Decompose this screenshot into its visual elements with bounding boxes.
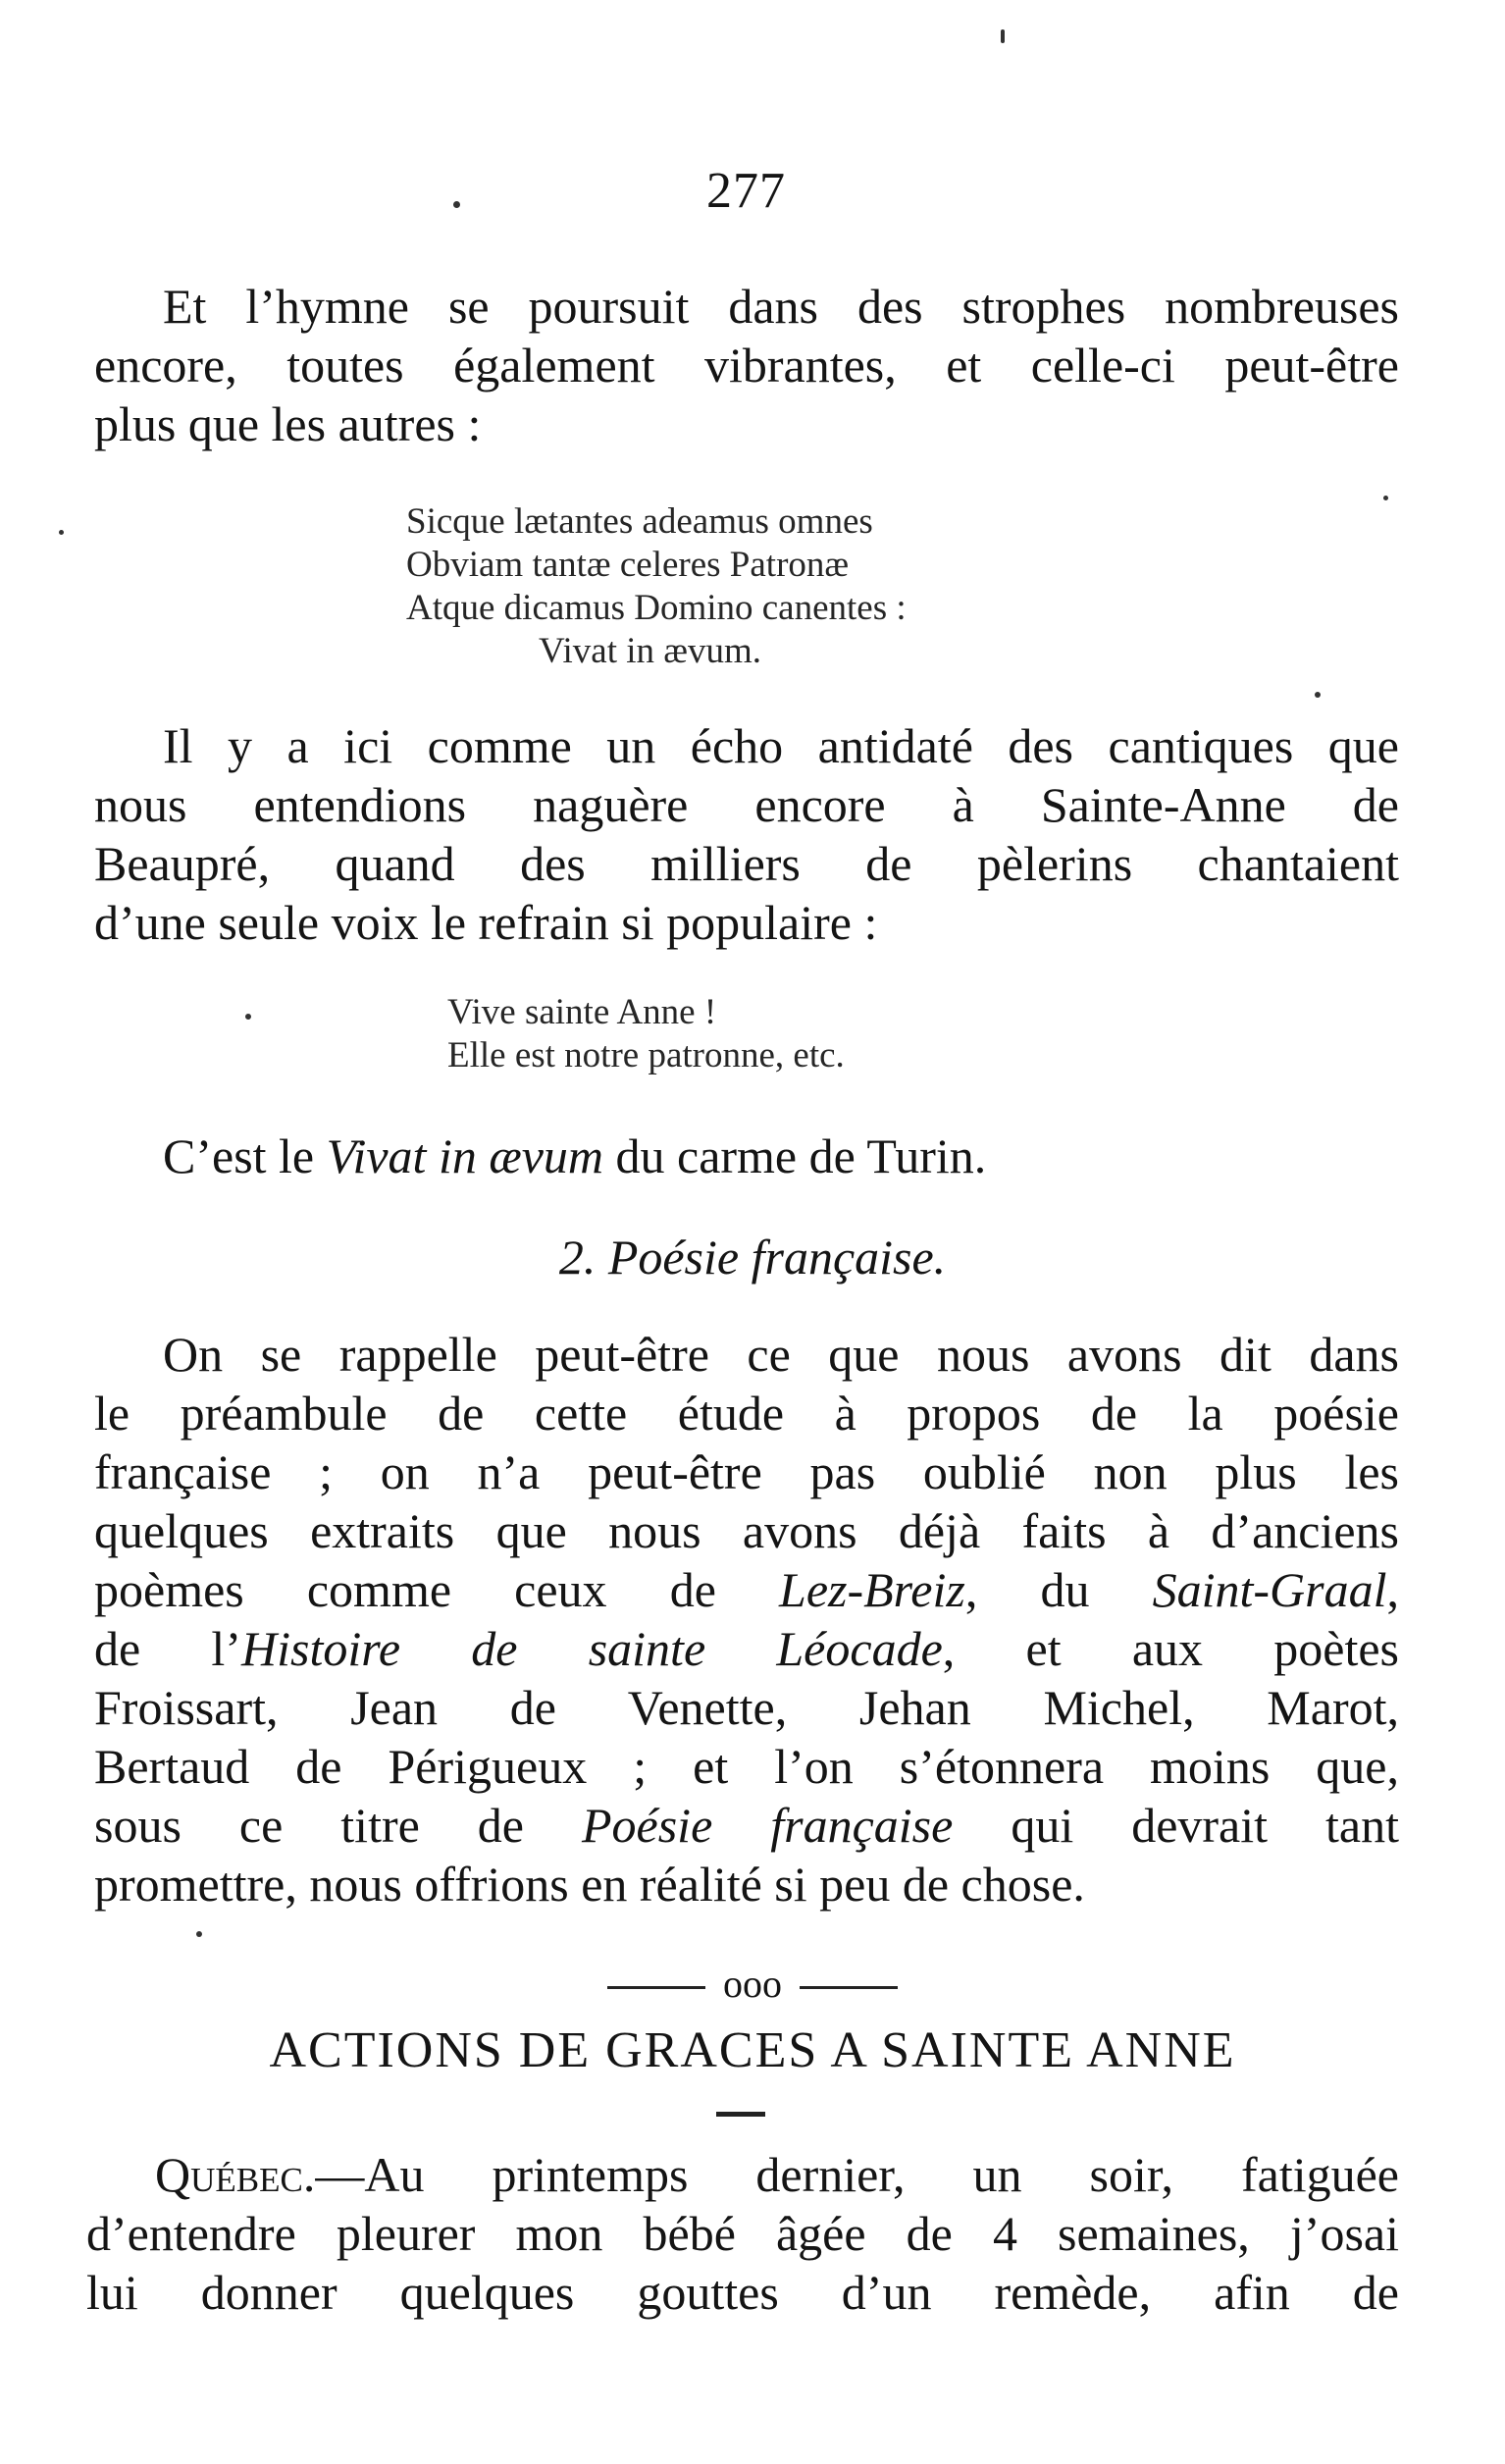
text-line: d’une seule voix le refrain si populaire : xyxy=(94,895,878,950)
text-line: le préambule de cette étude à propos de la poésie xyxy=(94,1386,1399,1441)
text-line: Froissart, Jean de Venette, Jehan Michel, Marot, xyxy=(94,1680,1399,1735)
place-name: Québec. xyxy=(155,2147,316,2202)
paragraph-poesie xyxy=(94,1325,1399,1914)
scan-speck xyxy=(1001,29,1005,43)
text-line: Et l’hymne se poursuit dans des strophes nombreuses xyxy=(163,279,1399,334)
french-refrain xyxy=(447,991,845,1077)
text-line xyxy=(94,1619,1399,1678)
verse-line: Elle est notre patronne, etc. xyxy=(447,1035,845,1075)
paragraph-hymn-intro xyxy=(94,277,1399,453)
verse-line: Vive sainte Anne ! xyxy=(447,992,717,1032)
paragraph-quebec xyxy=(86,2145,1399,2322)
text-line xyxy=(94,1796,1399,1855)
section-subheading: 2. Poésie française. xyxy=(558,1230,947,1284)
italic-run: Lez-Breiz xyxy=(779,1562,965,1617)
section-separator xyxy=(0,1961,1505,2007)
scan-speck xyxy=(196,1931,202,1937)
text-line: Bertaud de Périgueux ; et l’on s’étonnera moins que, xyxy=(94,1739,1399,1794)
verse-line: Vivat in ævum. xyxy=(539,631,761,671)
text-run: de l’ xyxy=(94,1621,241,1676)
separator-text: ooo xyxy=(723,1962,782,2006)
verse-line: Obviam tantæ celeres Patronæ xyxy=(406,545,850,585)
text-run: —Au printemps dernier, un soir, fatiguée xyxy=(315,2147,1399,2202)
scan-speck xyxy=(453,201,460,208)
text-line: promettre, nous offrions en réalité si peu de chose. xyxy=(94,1857,1085,1912)
text-run: , du xyxy=(964,1562,1153,1617)
scan-speck xyxy=(245,1014,251,1020)
separator-rule xyxy=(800,1986,898,1989)
italic-run: Saint-Graal xyxy=(1152,1562,1387,1617)
text-run: poèmes comme ceux de xyxy=(94,1562,780,1617)
text-line: nous entendions naguère encore à Sainte-Anne de xyxy=(94,777,1399,832)
page-number: 277 xyxy=(706,163,786,219)
text-line: Beaupré, quand des milliers de pèlerins chantaient xyxy=(94,836,1399,891)
text-run: qui devrait tant xyxy=(953,1798,1399,1853)
text-line: lui donner quelques gouttes d’un remède, afin de xyxy=(86,2265,1399,2320)
section-heading: ACTIONS DE GRACES A SAINTE ANNE xyxy=(269,2022,1236,2078)
verse-line: Sicque lætantes adeamus omnes xyxy=(406,501,873,542)
text-run: sous ce titre de xyxy=(94,1798,582,1853)
text-run: , xyxy=(1386,1562,1400,1617)
scan-speck xyxy=(59,530,64,535)
text-line xyxy=(86,2145,1399,2204)
scan-speck xyxy=(1383,496,1388,500)
text-line: encore, toutes également vibrantes, et celle-ci peut-être xyxy=(94,338,1399,393)
text-line: plus que les autres : xyxy=(94,396,482,451)
text-line: d’entendre pleurer mon bébé âgée de 4 semaines, j’osai xyxy=(86,2206,1399,2261)
text-run: , et aux poètes xyxy=(942,1621,1400,1676)
paragraph-echo xyxy=(94,716,1399,952)
italic-run: Vivat in ævum xyxy=(326,1128,603,1183)
separator-rule xyxy=(607,1986,705,1989)
text-run: du carme de Turin. xyxy=(603,1128,987,1183)
scan-speck xyxy=(1315,692,1321,698)
text-run: C’est le xyxy=(163,1128,327,1183)
text-line: française ; on n’a peut-être pas oublié non plus les xyxy=(94,1444,1399,1499)
verse-line: Atque dicamus Domino canentes : xyxy=(406,588,907,628)
text-line: On se rappelle peut-être ce que nous avons dit dans xyxy=(163,1327,1399,1382)
heading-rule xyxy=(716,2112,765,2117)
paragraph-vivat xyxy=(94,1127,1399,1185)
italic-run: Histoire de sainte Léocade xyxy=(240,1621,943,1676)
text-line xyxy=(94,1127,1399,1185)
italic-run: Poésie française xyxy=(581,1798,954,1853)
text-line xyxy=(94,1560,1399,1619)
latin-verse xyxy=(406,500,907,673)
text-line: Il y a ici comme un écho antidaté des cantiques que xyxy=(163,718,1399,773)
text-line: quelques extraits que nous avons déjà faits à d’anciens xyxy=(94,1503,1399,1558)
